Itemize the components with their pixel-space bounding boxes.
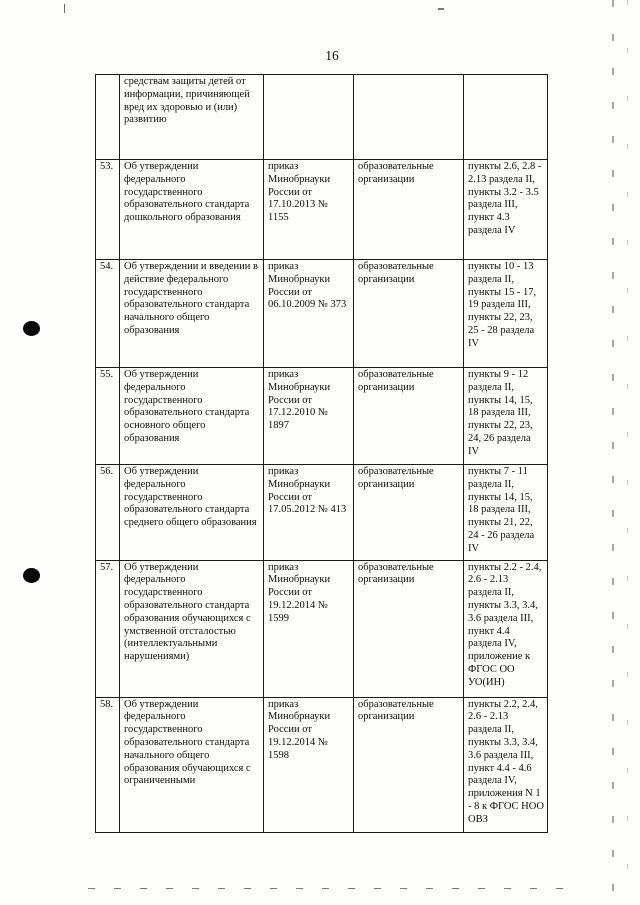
- table-row: [96, 368, 548, 465]
- hole-punch-mark-top: [23, 321, 40, 336]
- points-cell: пункты 2.2 - 2.4, 2.6 - 2.13 раздела II, пункты 3.3, 3.4, 3.6 раздела III, пункт 4.4 раздела IV, приложение к ФГОС ОО УО(ИН): [464, 560, 548, 697]
- table-row: [96, 160, 548, 260]
- title-cell: Об утверждении федерального государственного образовательного стандарта среднего общего образования: [120, 465, 264, 561]
- points-cell: пункты 10 - 13 раздела II, пункты 15 - 17, 19 раздела III, пункты 22, 23, 25 - 28 раздела IV: [464, 260, 548, 368]
- organization-cell: [354, 75, 464, 160]
- title-cell: Об утверждении федерального государственного образовательного стандарта дошкольного образования: [120, 160, 264, 260]
- hole-punch-mark-bottom: [23, 568, 40, 583]
- row-number-cell: [96, 75, 120, 160]
- title-cell: Об утверждении федерального государственного образовательного стандарта начального общего образования обучающихся с ограниченными: [120, 697, 264, 832]
- organization-cell: образовательные организации: [354, 697, 464, 832]
- table-row: [96, 465, 548, 561]
- title-cell: средствам защиты детей от информации, причиняющей вред их здоровью и (или) развитию: [120, 75, 264, 160]
- scan-artifact-dashed-line-right: [612, 0, 614, 905]
- scan-artifact-tick-top-right: [438, 8, 444, 10]
- points-cell: пункты 2.2, 2.4, 2.6 - 2.13 раздела II, пункты 3.3, 3.4, 3.6 раздела III, пункт 4.4 - 4.6 раздела IV, приложения N 1 - 8 к ФГОС НОО ОВЗ: [464, 697, 548, 832]
- title-cell: Об утверждении федерального государственного образовательного стандарта основного общего образования: [120, 368, 264, 465]
- row-number-cell: 56.: [96, 465, 120, 561]
- scan-artifact-tick-top-left: [64, 4, 65, 13]
- table-row: [96, 260, 548, 368]
- document-cell: приказ Минобрнауки России от 06.10.2009 № 373: [264, 260, 354, 368]
- points-cell: пункты 2.6, 2.8 - 2.13 раздела II, пункты 3.2 - 3.5 раздела III, пункт 4.3 раздела IV: [464, 160, 548, 260]
- row-number-cell: 53.: [96, 160, 120, 260]
- organization-cell: образовательные организации: [354, 368, 464, 465]
- organization-cell: образовательные организации: [354, 560, 464, 697]
- title-cell: Об утверждении федерального государственного образовательного стандарта образования обучающихся с умственной отсталостью (интеллектуальными нарушениями): [120, 560, 264, 697]
- scan-artifact-dashed-line-right-edge: [627, 0, 628, 905]
- regulations-table: [95, 74, 548, 833]
- organization-cell: образовательные организации: [354, 260, 464, 368]
- document-cell: приказ Минобрнауки России от 17.05.2012 № 413: [264, 465, 354, 561]
- points-cell: пункты 9 - 12 раздела II, пункты 14, 15, 18 раздела III, пункты 22, 23, 24, 26 раздела IV: [464, 368, 548, 465]
- row-number-cell: 57.: [96, 560, 120, 697]
- document-cell: [264, 75, 354, 160]
- document-cell: приказ Минобрнауки России от 17.10.2013 № 1155: [264, 160, 354, 260]
- document-cell: приказ Минобрнауки России от 17.12.2010 № 1897: [264, 368, 354, 465]
- organization-cell: образовательные организации: [354, 465, 464, 561]
- document-cell: приказ Минобрнауки России от 19.12.2014 № 1598: [264, 697, 354, 832]
- points-cell: [464, 75, 548, 160]
- scan-artifact-dashed-line-bottom: [88, 888, 580, 889]
- title-cell: Об утверждении и введении в действие федерального государственного образовательного стандарта начального общего образования: [120, 260, 264, 368]
- document-cell: приказ Минобрнауки России от 19.12.2014 № 1599: [264, 560, 354, 697]
- row-number-cell: 55.: [96, 368, 120, 465]
- page-number: 16: [325, 48, 339, 63]
- table-row: [96, 697, 548, 832]
- row-number-cell: 58.: [96, 697, 120, 832]
- organization-cell: образовательные организации: [354, 160, 464, 260]
- row-number-cell: 54.: [96, 260, 120, 368]
- points-cell: пункты 7 - 11 раздела II, пункты 14, 15, 18 раздела III, пункты 21, 22, 24 - 26 раздела IV: [464, 465, 548, 561]
- table-row: [96, 75, 548, 160]
- table-row: [96, 560, 548, 697]
